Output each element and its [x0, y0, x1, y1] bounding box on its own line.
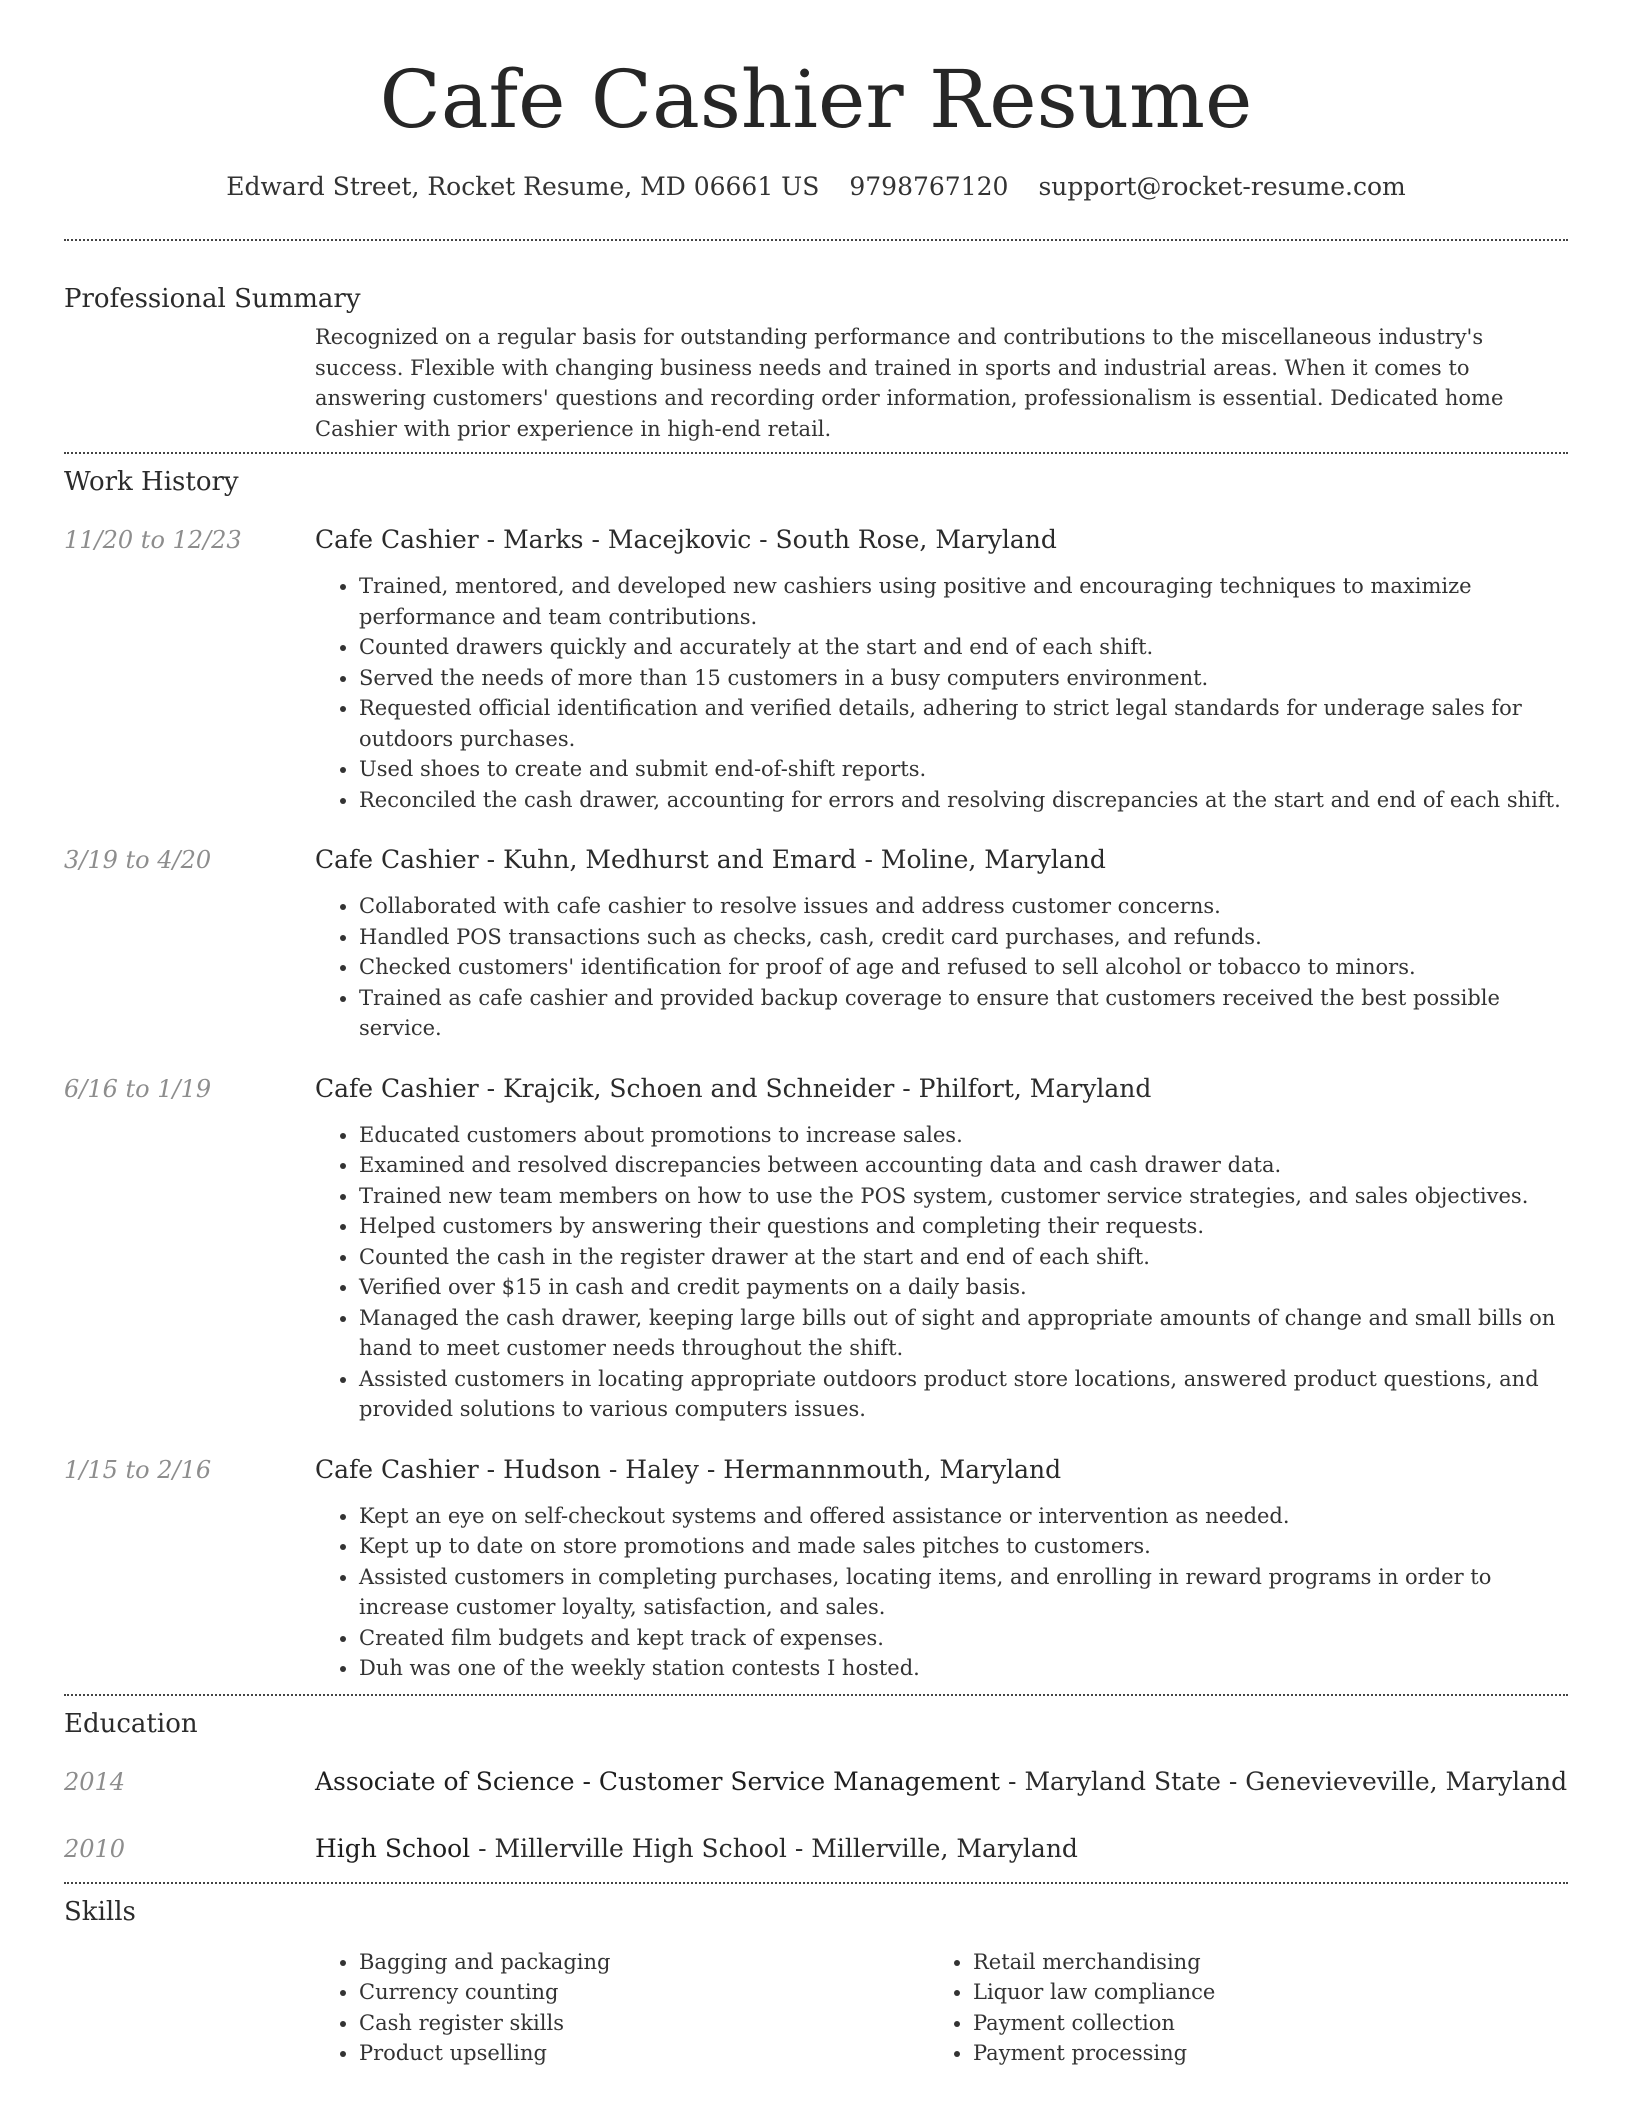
list-item: • Assisted customers in locating appropriate outdoors product store locations, answered product questions, and provided solutions to various computers issues. — [359, 1364, 1568, 1425]
job-entry — [64, 843, 1568, 1044]
list-item: • Bagging and packaging — [359, 1947, 929, 1978]
job-dates: 6/16 to 1/19 — [64, 1074, 212, 1103]
job-title: Cafe Cashier - Marks - Macejkovic - South Rose, Maryland — [315, 525, 1057, 554]
education-entry — [64, 1765, 1568, 1799]
divider — [64, 1882, 1568, 1884]
list-item: • Trained as cafe cashier and provided backup coverage to ensure that customers received the best possible service. — [359, 983, 1568, 1044]
skills-list — [315, 1947, 1568, 2069]
contact-phone: 9798767120 — [849, 172, 1009, 201]
list-item: • Helped customers by answering their questions and completing their requests. — [359, 1211, 1568, 1242]
skills-column-right — [929, 1947, 1543, 2069]
summary-text: Recognized on a regular basis for outstanding performance and contributions to the miscellaneous industry's success. Flexible with changing business needs and trained in sports and industrial areas. When it comes to answering customers' questions and recording order information, professionalism is essential. Dedicated home Cashier with prior experience in high-end retail. — [315, 325, 1504, 441]
job-title: Cafe Cashier - Kuhn, Medhurst and Emard - Moline, Maryland — [315, 845, 1106, 874]
list-item: • Checked customers' identification for proof of age and refused to sell alcohol or tobacco to minors. — [359, 952, 1568, 983]
contact-address: Edward Street, Rocket Resume, MD 06661 US — [226, 172, 820, 201]
job-title: Cafe Cashier - Hudson - Haley - Hermannmouth, Maryland — [315, 1454, 1062, 1484]
education-year: 2014 — [64, 1767, 126, 1796]
contact-email: support@rocket-resume.com — [1038, 172, 1406, 201]
list-item: • Used shoes to create and submit end-of-shift reports. — [359, 754, 1568, 785]
list-item: • Cash register skills — [359, 2008, 929, 2039]
job-bullets — [315, 571, 1568, 815]
list-item: • Verified over $15 in cash and credit payments on a daily basis. — [359, 1272, 1568, 1303]
list-item: • Assisted customers in completing purchases, locating items, and enrolling in reward programs in order to increase customer loyalty, satisfaction, and sales. — [359, 1562, 1568, 1623]
list-item: • Reconciled the cash drawer, accounting for errors and resolving discrepancies at the start and end of each shift. — [359, 785, 1568, 816]
education-heading: Education — [64, 1708, 198, 1739]
resume-title: Cafe Cashier Resume — [379, 53, 1253, 146]
skills-section — [64, 1895, 1568, 2069]
list-item: • Served the needs of more than 15 customers in a busy computers environment. — [359, 663, 1568, 694]
divider — [64, 239, 1568, 241]
education-year: 2010 — [64, 1834, 126, 1863]
list-item: • Educated customers about promotions to increase sales. — [359, 1120, 1568, 1151]
list-item: • Managed the cash drawer, keeping large bills out of sight and appropriate amounts of change and small bills on hand to meet customer needs throughout the shift. — [359, 1303, 1568, 1364]
list-item: • Counted drawers quickly and accurately at the start and end of each shift. — [359, 632, 1568, 663]
job-title: Cafe Cashier - Krajcik, Schoen and Schneider - Philfort, Maryland — [315, 1073, 1152, 1103]
list-item: • Product upselling — [359, 2038, 929, 2069]
list-item: • Handled POS transactions such as checks, cash, credit card purchases, and refunds. — [359, 922, 1568, 953]
list-item: • Collaborated with cafe cashier to resolve issues and address customer concerns. — [359, 891, 1568, 922]
list-item: • Currency counting — [359, 1977, 929, 2008]
list-item: • Kept up to date on store promotions and made sales pitches to customers. — [359, 1531, 1568, 1562]
job-bullets — [315, 1501, 1568, 1684]
education-entry — [64, 1832, 1568, 1866]
contact-line — [64, 170, 1568, 204]
list-item: • Trained new team members on how to use the POS system, customer service strategies, and sales objectives. — [359, 1181, 1568, 1212]
education-school: - Millerville High School - Millerville, Maryland — [470, 1833, 1078, 1863]
job-dates: 3/19 to 4/20 — [64, 846, 212, 874]
summary-heading: Professional Summary — [64, 284, 361, 314]
work-history-section — [64, 465, 1568, 1684]
work-history-heading: Work History — [64, 467, 239, 497]
skills-column-left — [315, 1947, 929, 2069]
skills-heading: Skills — [64, 1896, 136, 1927]
education-school: - Maryland State - Genevieveville, Maryland — [1000, 1766, 1568, 1796]
job-dates: 1/15 to 2/16 — [64, 1455, 212, 1484]
job-entry — [64, 523, 1568, 815]
job-entry — [64, 1072, 1568, 1425]
list-item: • Retail merchandising — [973, 1947, 1543, 1978]
list-item: • Examined and resolved discrepancies between accounting data and cash drawer data. — [359, 1150, 1568, 1181]
list-item: • Created film budgets and kept track of expenses. — [359, 1623, 1568, 1654]
list-item: • Payment collection — [973, 2008, 1543, 2039]
summary-section — [64, 282, 1568, 444]
job-bullets — [315, 891, 1568, 1044]
list-item: • Liquor law compliance — [973, 1977, 1543, 2008]
job-bullets — [315, 1120, 1568, 1425]
job-entry — [64, 1453, 1568, 1684]
resume-page — [64, 0, 1568, 2069]
list-item: • Trained, mentored, and developed new cashiers using positive and encouraging techniques to maximize performance and team contributions. — [359, 571, 1568, 632]
list-item: • Payment processing — [973, 2038, 1543, 2069]
list-item: • Counted the cash in the register drawer at the start and end of each shift. — [359, 1242, 1568, 1273]
education-degree: Associate of Science - Customer Service Management — [315, 1766, 1001, 1796]
list-item: • Duh was one of the weekly station contests I hosted. — [359, 1653, 1568, 1684]
list-item: • Requested official identification and verified details, adhering to strict legal standards for underage sales for outdoors purchases. — [359, 693, 1568, 754]
list-item: • Kept an eye on self-checkout systems and offered assistance or intervention as needed. — [359, 1501, 1568, 1532]
job-dates: 11/20 to 12/23 — [64, 526, 242, 554]
divider — [64, 1694, 1568, 1696]
education-degree: High School — [315, 1833, 471, 1863]
education-section — [64, 1707, 1568, 1866]
divider — [64, 452, 1568, 454]
